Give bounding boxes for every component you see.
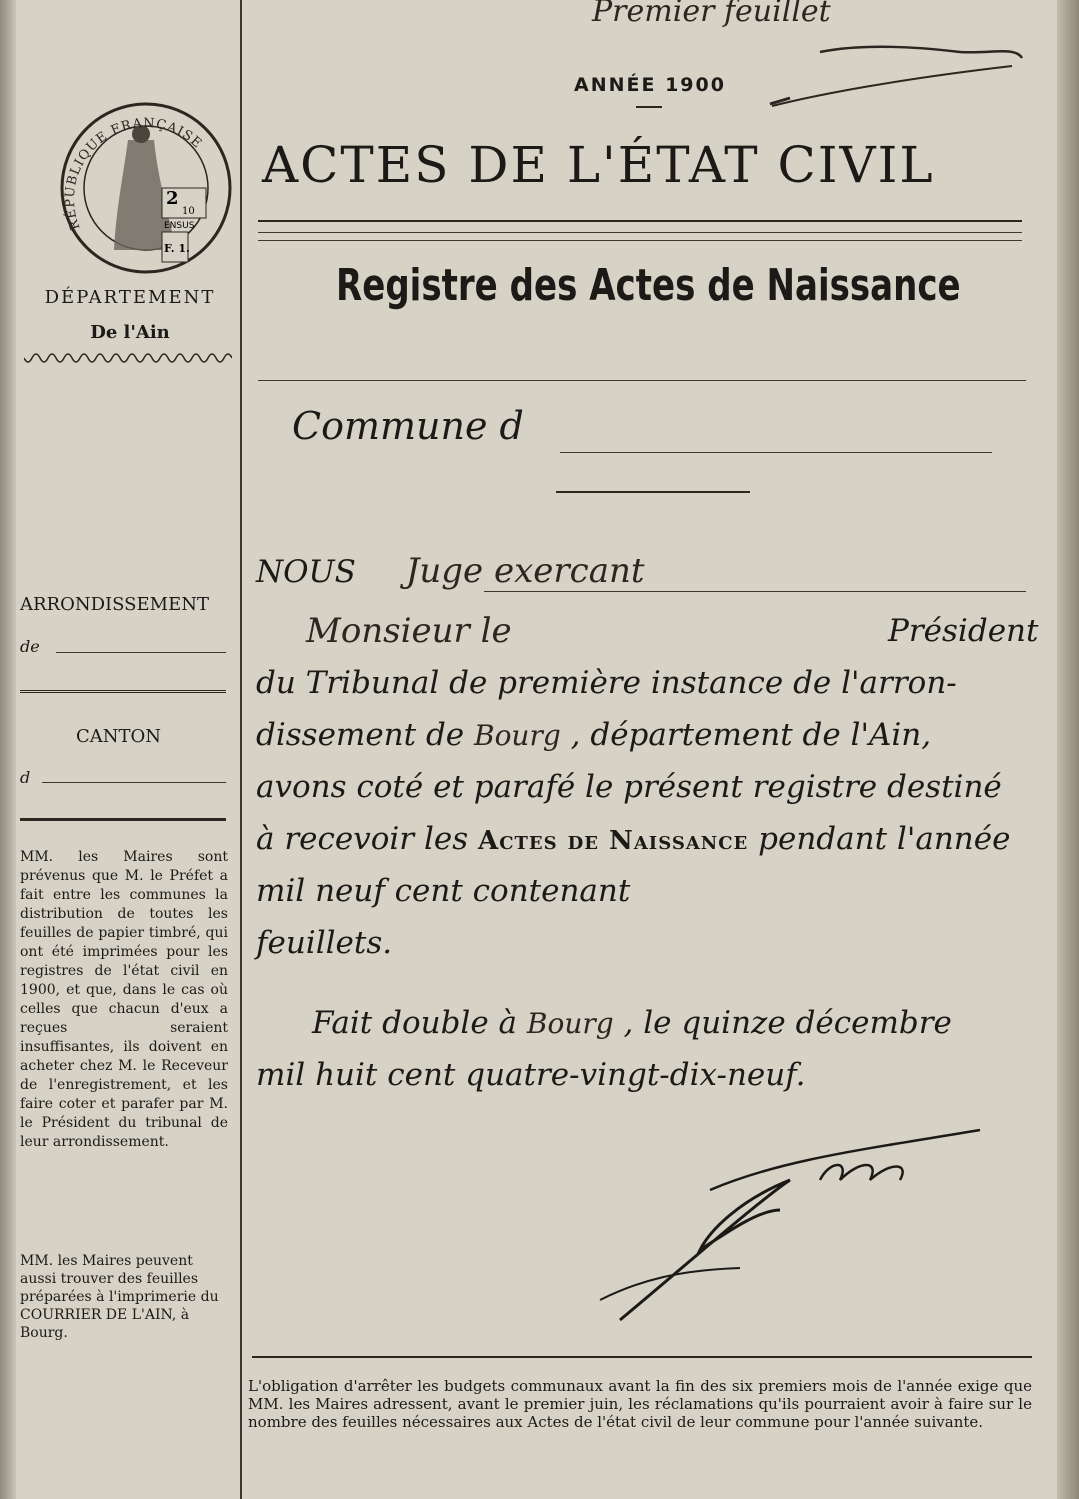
footer-rule (252, 1356, 1032, 1358)
nous-label: NOUS (256, 554, 356, 590)
commune-label: Commune d (292, 404, 524, 448)
department-label: DÉPARTEMENT (44, 287, 216, 308)
president-label: Président (888, 613, 1039, 649)
nous-line (484, 591, 1026, 592)
title-rule-1 (258, 220, 1022, 222)
register-rule (258, 380, 1026, 381)
body-line-3: avons coté et parafé le présent registre destiné (256, 769, 1002, 805)
title-rule-2 (258, 232, 1022, 233)
body-line-7a: Fait double à (312, 1005, 518, 1041)
seal-price: 2 (166, 188, 179, 209)
body-line-7b: , le quinze décembre (623, 1005, 952, 1041)
arrondissement-label: ARRONDISSEMENT (20, 594, 209, 615)
canton-line (42, 782, 226, 783)
year-ornament (636, 106, 662, 108)
arrondissement-line (56, 652, 226, 653)
body-line-4a: à recevoir les (256, 821, 469, 857)
footer-note: L'obligation d'arrêter les budgets communaux avant la fin des six premiers mois de l'année exige que MM. les Maires adressent, avant le premier juin, les réclamations qu'ils pourraient avoir à faire sur le nombre des feuilles nécessaires aux Actes de l'état civil de leur commune pour l'année suivante. (248, 1377, 1032, 1431)
page-edge-shadow (1057, 0, 1079, 1499)
body-line-1: du Tribunal de première instance de l'arron- (256, 665, 957, 701)
body-line-4b: Actes de Naissance (478, 826, 749, 856)
seal-census: ENSUS (164, 221, 195, 231)
body-line-5: mil neuf cent contenant (256, 873, 631, 909)
president-signature (560, 1120, 1000, 1340)
arrondissement-de: de (20, 637, 40, 656)
handwritten-top-note: Premier feuillet (592, 0, 831, 29)
handwritten-nous-fill: Juge exercant (405, 551, 645, 591)
department-name: De l'Ain (90, 322, 170, 343)
body-line-2b: , département de l'Ain, (570, 717, 932, 753)
handwritten-place-2: Bourg (526, 1007, 614, 1040)
register-title: Registre des Actes de Naissance (336, 260, 961, 311)
sidebar-note-printer: MM. les Maires peuvent aussi trouver des feuilles préparées à l'imprimerie du COURRIER DE L'AIN, à Bourg. (20, 1253, 219, 1341)
year-heading: ANNÉE 1900 (574, 74, 726, 96)
page-title: ACTES DE L'ÉTAT CIVIL (262, 136, 935, 194)
commune-line (560, 452, 992, 453)
sidebar-note-mayors: MM. les Maires sont prévenus que M. le Préfet a fait entre les communes la distribution de toutes les feuilles de papier timbré, qui ont été imprimées pour les registres de l'état civil en 1900, et que, dans le cas où celles que chacun d'eux a reçues seraient insuffisantes, ils doivent en acheter chez M. le Receveur de l'enregistrement, et les faire coter et parafer par M. le Président du tribunal de leur arrondissement. (20, 849, 228, 1150)
seal-fraction: 10 (182, 206, 195, 217)
handwritten-place-1: Bourg (474, 719, 561, 752)
seal-ring-text: RÉPUBLIQUE FRANÇAISE (62, 116, 205, 232)
body-line-6: feuillets. (256, 925, 393, 961)
seal-stamp: F. 1. (164, 242, 190, 255)
commune-ornament (556, 491, 750, 493)
canton-label: CANTON (76, 726, 162, 747)
canton-de: d (20, 768, 31, 787)
wavy-divider (24, 350, 232, 368)
sidebar-divider-1 (20, 690, 226, 693)
republique-seal (58, 100, 234, 276)
sidebar-divider-2 (20, 818, 226, 821)
body-line-2a: dissement de (256, 717, 465, 753)
body-line-4c: pendant l'année (758, 821, 1011, 857)
handwritten-monsieur-fill: Monsieur le (306, 611, 512, 651)
title-rule-3 (258, 240, 1022, 241)
top-signature-flourish (760, 24, 1040, 114)
body-line-8: mil huit cent quatre-vingt-dix-neuf. (256, 1057, 806, 1093)
